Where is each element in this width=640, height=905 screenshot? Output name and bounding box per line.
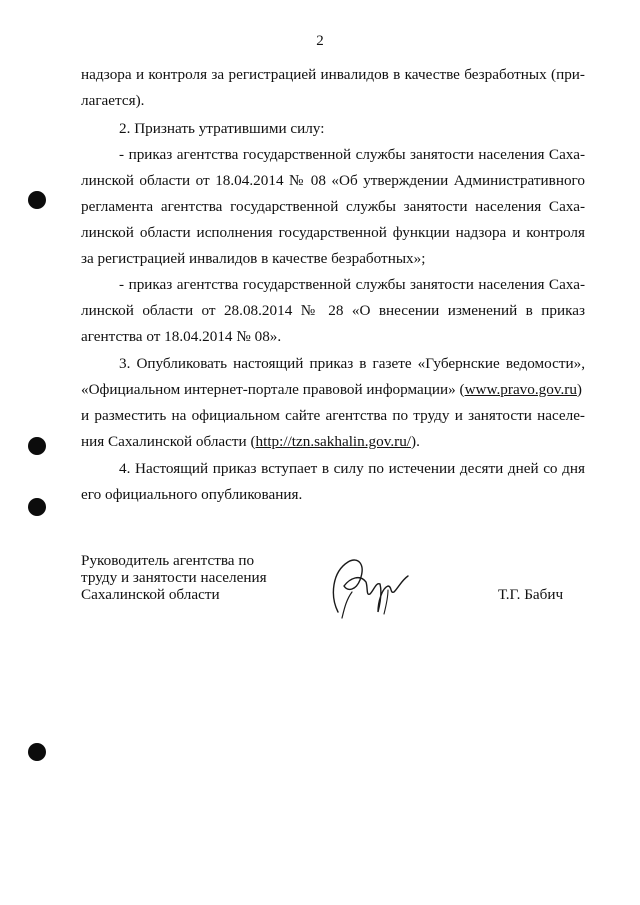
body-line: агентства от 18.04.2014 № 08». [81,328,282,345]
body-line: - приказ агентства государственной службы занятости населения Саха- [119,276,585,293]
punch-hole-mark [28,498,46,516]
tzn-link[interactable]: http://tzn.sakhalin.gov.ru/ [255,433,412,450]
body-line: лагается). [81,92,145,109]
body-line: линской области исполнения государственной функции надзора и контроля [81,224,585,241]
body-text: ) [576,381,582,398]
body-line: линской области от 28.08.2014 № 28 «О внесении изменений в приказ [81,302,585,319]
signer-position-line: Сахалинской области [81,586,220,603]
page-number: 2 [316,33,324,49]
pravo-link[interactable]: www.pravo.gov.ru [464,381,577,398]
body-line: надзора и контроля за регистрацией инвалидов в качестве безработных (при- [81,66,585,83]
body-line: регламента агентства государственной службы занятости населения Саха- [81,198,585,215]
body-line: за регистрацией инвалидов в качестве безработных»; [81,250,426,267]
signer-name: Т.Г. Бабич [498,586,564,603]
punch-hole-mark [28,191,46,209]
body-text: «Официальном интернет-портале правовой информации» ( [81,381,465,398]
body-line [81,433,585,451]
body-line: - приказ агентства государственной службы занятости населения Саха- [119,146,585,163]
body-text: ). [411,433,420,450]
signer-position-line: труду и занятости населения [81,569,267,586]
body-line: линской области от 18.04.2014 № 08 «Об утверждении Административного [81,172,585,189]
body-line: 3. Опубликовать настоящий приказ в газете «Губернские ведомости», [119,355,585,372]
body-line [81,381,585,399]
body-text: ния Сахалинской области ( [81,433,256,450]
signer-position-line: Руководитель агентства по [81,552,255,569]
punch-hole-mark [28,743,46,761]
handwritten-signature [326,552,412,626]
body-line: и разместить на официальном сайте агентства по труду и занятости населе- [81,407,585,424]
body-line: его официального опубликования. [81,486,303,503]
body-line: 4. Настоящий приказ вступает в силу по истечении десяти дней со дня [119,460,585,477]
body-line: 2. Признать утратившими силу: [119,120,325,137]
punch-hole-mark [28,437,46,455]
